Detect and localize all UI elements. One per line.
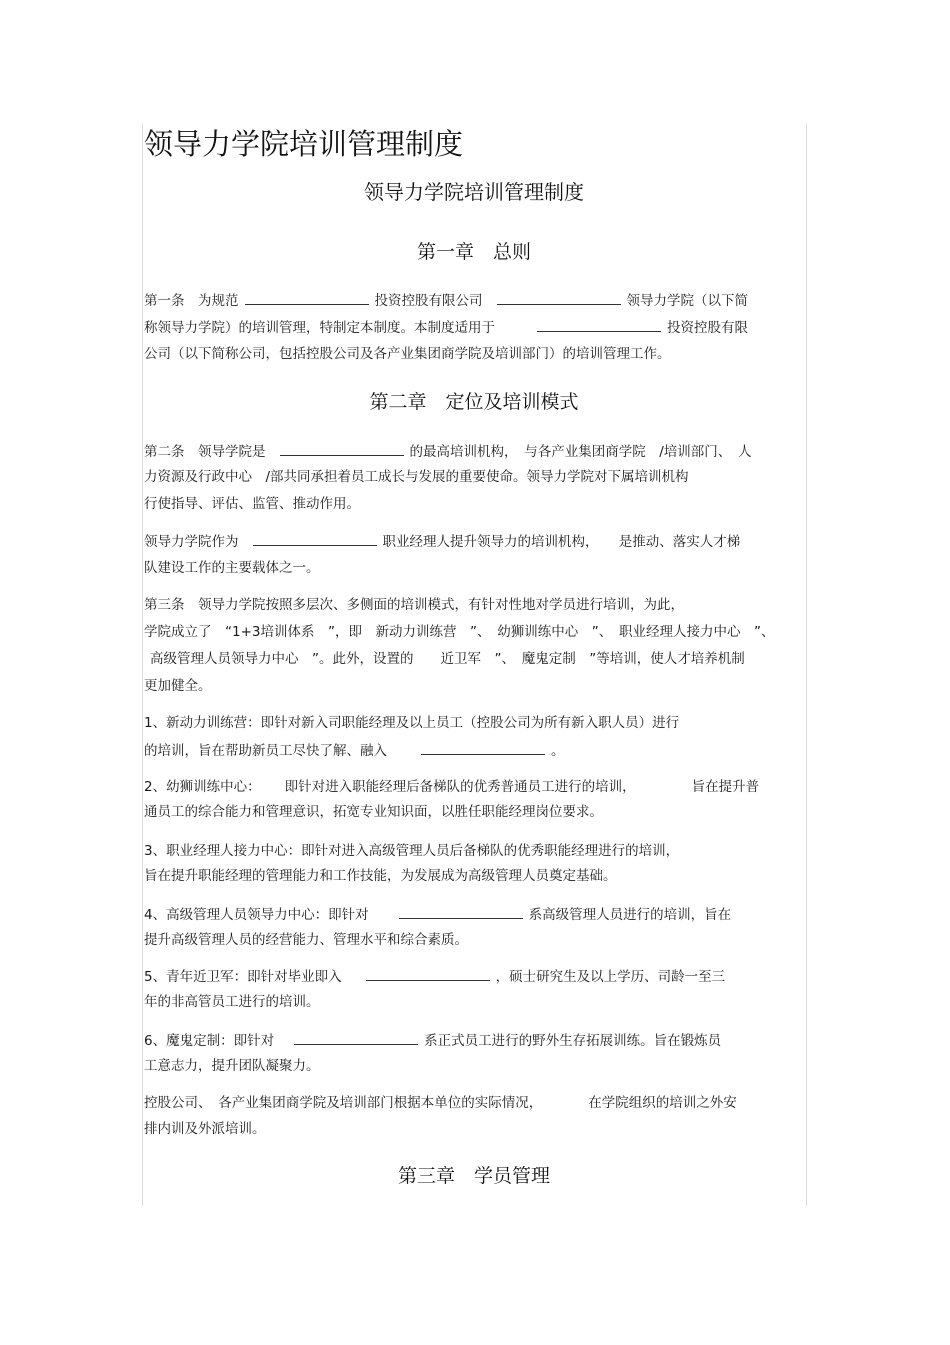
- chapter-1-heading: 第一章 总则: [416, 241, 531, 263]
- article-3-line-2: 学院成立了 “1+3培训体系 ”，即 新动力训练营 ”、 幼狮训练中心 ”、 职业经理人接力中心 ”、: [144, 624, 775, 640]
- item-2-line-2: 通员工的综合能力和管理意识，拓宽专业知识面，以胜任职能经理岗位要求。: [144, 804, 603, 820]
- blank-field: [399, 904, 523, 919]
- item-4-line-2: 提升高级管理人员的经营能力、管理水平和综合素质。: [144, 932, 468, 948]
- closing-paragraph-line-2: 排内训及外派培训。: [144, 1121, 266, 1137]
- blank-field: [294, 1030, 418, 1045]
- article-1-line-3: 公司（以下简称公司，包括控股公司及各产业集团商学院及培训部门）的培训管理工作。: [144, 346, 671, 362]
- article-2-line-1: 第二条 领导学院是 的最高培训机构， 与各产业集团商学院 /培训部门、 人: [144, 441, 752, 462]
- item-1-line-2: 的培训，旨在帮助新员工尽快了解、融入 。: [144, 740, 565, 761]
- blank-field: [253, 531, 377, 546]
- blank-field: [245, 290, 369, 305]
- item-6-line-1: 6、魔鬼定制：即针对 系正式员工进行的野外生存拓展训练。旨在锻炼员: [144, 1030, 721, 1051]
- item-3-line-2: 旨在提升职能经理的管理能力和工作技能，为发展成为高级管理人员奠定基础。: [144, 868, 617, 884]
- position-paragraph-line-1: 领导力学院作为 职业经理人提升领导力的培训机构， 是推动、落实人才梯: [144, 531, 740, 552]
- item-5-line-1: 5、青年近卫军：即针对毕业即入 ，硕士研究生及以上学历、司龄一至三: [144, 966, 725, 987]
- article-1-line-1: 第一条 为规范 投资控股有限公司 领导力学院（以下简: [144, 290, 748, 311]
- position-paragraph-line-2: 队建设工作的主要载体之一。: [144, 560, 320, 576]
- item-1-line-1: 1、新动力训练营：即针对新入司职能经理及以上员工（控股公司为所有新入职人员）进行: [144, 715, 680, 731]
- blank-field: [497, 290, 621, 305]
- article-2-line-3: 行使指导、评估、监管、推动作用。: [144, 496, 360, 512]
- article-2-line-2: 力资源及行政中心 /部共同承担着员工成长与发展的重要使命。领导力学院对下属培训机构: [144, 469, 689, 485]
- article-3-line-1: 第三条 领导力学院按照多层次、多侧面的培训模式，有针对性地对学员进行培训，为此，: [144, 597, 684, 613]
- blank-field: [537, 317, 661, 332]
- chapter-3-heading: 第三章 学员管理: [397, 1165, 550, 1187]
- closing-paragraph-line-1: 控股公司、 各产业集团商学院及培训部门根据本单位的实际情况， 在学院组织的培训之外安: [144, 1095, 737, 1111]
- item-3-line-1: 3、职业经理人接力中心：即针对进入高级管理人员后备梯队的优秀职能经理进行的培训，: [144, 843, 680, 859]
- document-title: 领导力学院培训管理制度: [144, 127, 464, 161]
- blank-field: [421, 740, 545, 755]
- article-3-line-4: 更加健全。: [144, 678, 212, 694]
- page-right-border: [806, 124, 807, 1206]
- document-subtitle: 领导力学院培训管理制度: [364, 180, 584, 204]
- item-6-line-2: 工意志力，提升团队凝聚力。: [144, 1058, 320, 1074]
- blank-field: [280, 441, 404, 456]
- blank-field: [366, 966, 490, 981]
- chapter-2-heading: 第二章 定位及培训模式: [369, 391, 579, 413]
- item-4-line-1: 4、高级管理人员领导力中心：即针对 系高级管理人员进行的培训，旨在: [144, 904, 731, 925]
- page-left-border: [142, 124, 143, 1206]
- article-1-line-2: 称领导力学院）的培训管理，特制定本制度。本制度适用于 投资控股有限: [144, 317, 748, 338]
- item-5-line-2: 年的非高管员工进行的培训。: [144, 994, 320, 1010]
- article-3-line-3: 高级管理人员领导力中心 ”。此外，设置的 近卫军 ”、 魔鬼定制 ”等培训，使人才培养机制: [150, 651, 745, 667]
- item-2-line-1: 2、幼狮训练中心： 即针对进入职能经理后备梯队的优秀普通员工进行的培训， 旨在提升普: [144, 779, 760, 795]
